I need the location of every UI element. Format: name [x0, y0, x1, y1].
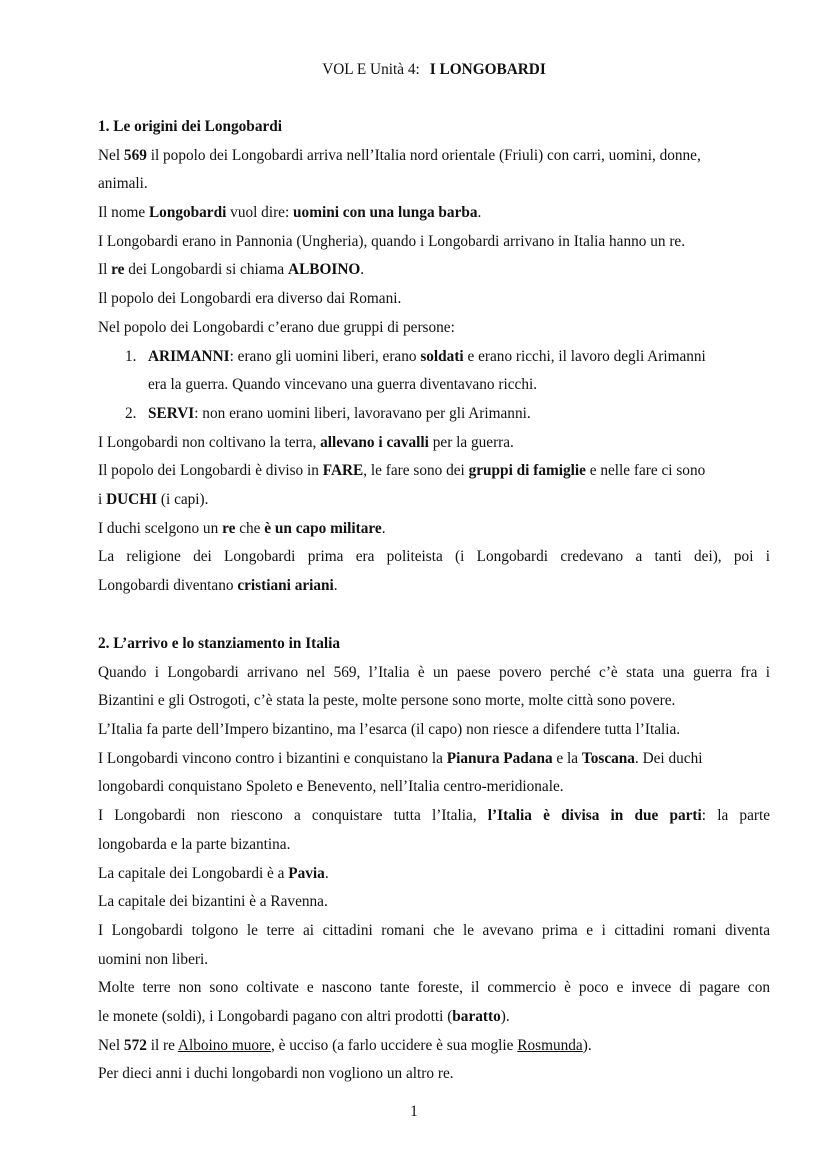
- section-1: [98, 113, 770, 601]
- paragraph: I Longobardi vincono contro i bizantini e conquistano la Pianura Padana e la Toscana. Dei duchi: [98, 749, 703, 767]
- list-item: 2. SERVI: non erano uomini liberi, lavoravano per gli Arimanni.: [125, 404, 531, 422]
- paragraph-cont: longobardi conquistano Spoleto e Benevento, nell’Italia centro-meridionale.: [98, 778, 564, 796]
- paragraph-cont: le monete (soldi), i Longobardi pagano con altri prodotti (baratto).: [98, 1007, 510, 1025]
- paragraph: Nel 572 il re Alboino muore, è ucciso (a farlo uccidere è sua moglie Rosmunda).: [98, 1036, 592, 1054]
- paragraph: Per dieci anni i duchi longobardi non vogliono un altro re.: [98, 1065, 454, 1083]
- paragraph: Nel 569 il popolo dei Longobardi arriva nell’Italia nord orientale (Friuli) con carri, uomini, donne,: [98, 146, 701, 164]
- paragraph: Quando i Longobardi arrivano nel 569, l’Italia è un paese povero perché c’è stata una guerra fra i: [98, 663, 770, 681]
- paragraph-cont: longobarda e la parte bizantina.: [98, 835, 291, 853]
- paragraph-cont: animali.: [98, 175, 148, 193]
- paragraph: I Longobardi erano in Pannonia (Ungheria), quando i Longobardi arrivano in Italia hanno un re.: [98, 232, 686, 250]
- paragraph: I Longobardi tolgono le terre ai cittadini romani che le avevano prima e i cittadini romani diventa: [98, 921, 770, 939]
- list-item: 1. ARIMANNI: erano gli uomini liberi, erano soldati e erano ricchi, il lavoro degli Arimanni: [125, 347, 706, 365]
- page-title: [98, 58, 770, 82]
- paragraph: Nel popolo dei Longobardi c’erano due gruppi di persone:: [98, 318, 455, 336]
- paragraph: Molte terre non sono coltivate e nascono tante foreste, il commercio è poco e invece di pagare con: [98, 979, 770, 997]
- paragraph: Il popolo dei Longobardi è diviso in FARE, le fare sono dei gruppi di famiglie e nelle fare ci sono: [98, 462, 706, 480]
- section-1-heading: 1. Le origini dei Longobardi: [98, 118, 283, 135]
- title-main: I LONGOBARDI: [429, 61, 546, 78]
- people-groups-list: [98, 343, 770, 429]
- paragraph-cont: Bizantini e gli Ostrogoti, c’è stata la peste, molte persone sono morte, molte città sono povere.: [98, 692, 676, 710]
- paragraph: Il re dei Longobardi si chiama ALBOINO.: [98, 261, 365, 279]
- paragraph: I Longobardi non coltivano la terra, allevano i cavalli per la guerra.: [98, 433, 514, 451]
- paragraph: La religione dei Longobardi prima era politeista (i Longobardi credevano a tanti dei), poi i: [98, 548, 770, 566]
- paragraph: Il popolo dei Longobardi era diverso dai Romani.: [98, 290, 402, 308]
- paragraph: I duchi scelgono un re che è un capo militare.: [98, 519, 386, 537]
- paragraph: L’Italia fa parte dell’Impero bizantino, ma l’esarca (il capo) non riesce a difendere tutta l’Italia.: [98, 721, 681, 739]
- title-prefix: VOL E Unità 4:: [322, 61, 420, 78]
- paragraph-cont: uomini non liberi.: [98, 950, 209, 968]
- section-2-heading: 2. L’arrivo e lo stanziamento in Italia: [98, 635, 341, 652]
- paragraph: La capitale dei bizantini è a Ravenna.: [98, 893, 328, 911]
- list-item-cont: era la guerra. Quando vincevano una guerra diventavano ricchi.: [148, 376, 538, 394]
- paragraph: La capitale dei Longobardi è a Pavia.: [98, 864, 329, 882]
- section-2: [98, 630, 770, 1089]
- paragraph-cont: i DUCHI (i capi).: [98, 490, 209, 508]
- paragraph: I Longobardi non riescono a conquistare tutta l’Italia, l’Italia è divisa in due parti: la parte: [98, 807, 770, 825]
- paragraph: Il nome Longobardi vuol dire: uomini con una lunga barba.: [98, 204, 482, 222]
- paragraph-cont: Longobardi diventano cristiani ariani.: [98, 577, 338, 594]
- page-number: 1: [410, 1103, 418, 1120]
